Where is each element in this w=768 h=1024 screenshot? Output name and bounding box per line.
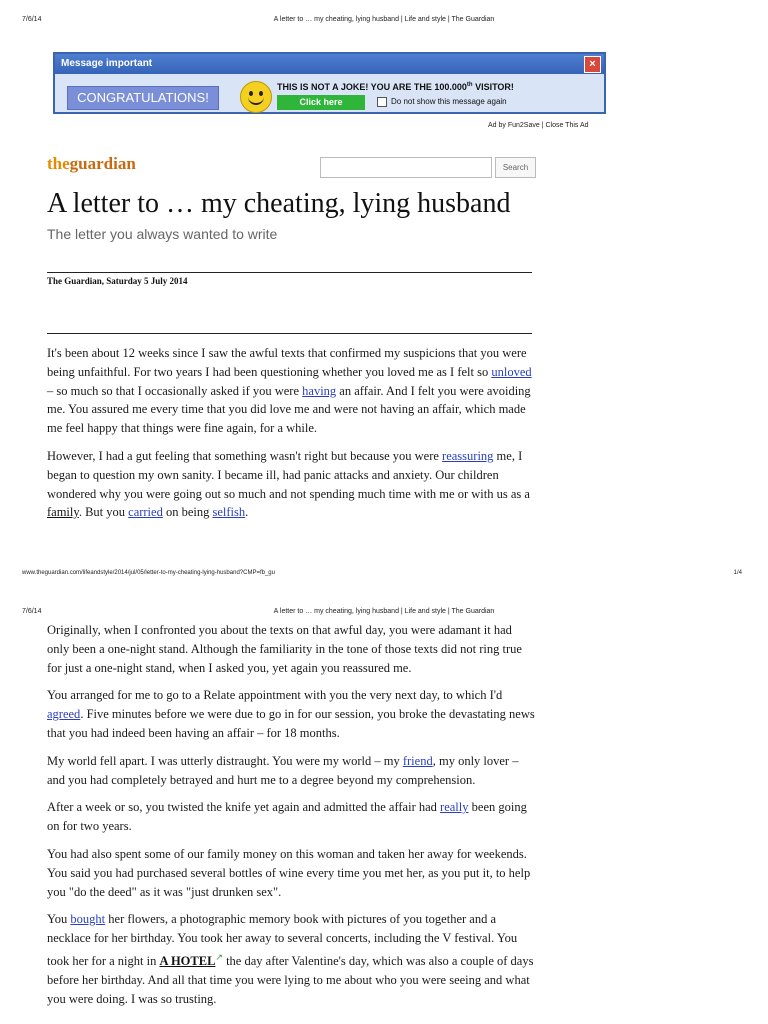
- link-having[interactable]: having: [302, 383, 337, 398]
- paragraph: However, I had a gut feeling that something wasn't right but because you were reassuring me, I began to question my own sanity. I became ill, had panic attacks and anxiety. Our children wondered why you were going out so much and not spending much time with me or with us as a family. But you carried on being selfish.: [47, 448, 530, 520]
- article-standfirst: The letter you always wanted to write: [47, 226, 278, 242]
- click-here-button[interactable]: Click here: [277, 95, 365, 110]
- paragraph: It's been about 12 weeks since I saw the awful texts that confirmed my suspicions that you were being unfaithful. For two years I had been questioning whether you loved me as I felt so unloved – so much so that I occasionally asked if you were having an affair. And I felt you were avoiding me. You assured me every time that you did love me and were not having an affair, which made me feel happy that things were fine again, for a while.: [47, 346, 532, 436]
- search-button[interactable]: Search: [495, 157, 536, 178]
- ad-headline: THIS IS NOT A JOKE! YOU ARE THE 100.000th VISITOR!: [277, 82, 514, 92]
- ad-by-link[interactable]: Ad by Fun2Save | Close This Ad: [488, 122, 589, 129]
- article-headline: A letter to … my cheating, lying husband: [47, 188, 511, 219]
- link-bought[interactable]: bought: [70, 912, 106, 927]
- paragraph: You arranged for me to go to a Relate appointment with you the very next day, to which I'd agreed. Five minutes before we were due to go in for our session, you broke the devastating news that you had indeed been having an affair – for 18 months.: [47, 688, 535, 740]
- external-link-icon: ↗: [215, 951, 223, 962]
- paragraph: My world fell apart. I was utterly distraught. You were my world – my friend, my only lover – and you had completely betrayed and hurt me to a degree beyond my comprehension.: [47, 753, 519, 787]
- ad-titlebar: [55, 54, 604, 74]
- close-icon[interactable]: ×: [584, 56, 601, 73]
- page-number: 1/4: [733, 570, 742, 576]
- link-selfish[interactable]: selfish: [212, 505, 246, 520]
- guardian-logo[interactable]: theguardian: [47, 154, 136, 173]
- search-input[interactable]: [320, 157, 492, 178]
- link-family[interactable]: family: [47, 505, 79, 520]
- print-title: A letter to … my cheating, lying husband | Life and style | The Guardian: [273, 16, 495, 23]
- print-date: 7/6/14: [22, 608, 42, 615]
- congrats-banner: CONGRATULATIONS!: [67, 86, 219, 110]
- article-byline: The Guardian, Saturday 5 July 2014: [47, 276, 188, 286]
- print-date: 7/6/14: [22, 16, 42, 23]
- link-a-hotel[interactable]: A HOTEL: [159, 954, 216, 969]
- paragraph: Originally, when I confronted you about the texts on that awful day, you were adamant it had only been a one-night stand. Although the familiarity in the tone of those texts did not ring true for just a one-night stand, when I asked you, yet again you reassured me.: [47, 623, 522, 675]
- dont-show-label: Do not show this message again: [391, 97, 507, 106]
- link-agreed[interactable]: agreed: [47, 707, 81, 722]
- divider: [47, 272, 532, 273]
- link-unloved[interactable]: unloved: [491, 364, 532, 379]
- dont-show-checkbox[interactable]: [377, 97, 387, 107]
- smiley-icon: [240, 81, 272, 113]
- link-friend[interactable]: friend: [402, 753, 433, 768]
- paragraph: After a week or so, you twisted the knife yet again and admitted the affair had really been going on for two years.: [47, 800, 527, 834]
- print-title: A letter to … my cheating, lying husband | Life and style | The Guardian: [273, 608, 495, 615]
- divider: [47, 333, 532, 334]
- link-reassuring[interactable]: reassuring: [442, 448, 494, 463]
- link-really[interactable]: really: [440, 800, 469, 815]
- ad-title: Message important: [61, 58, 153, 69]
- print-url: www.theguardian.com/lifeandstyle/2014/jul/05/letter-to-my-cheating-lying-husband?CMP=fb_gu: [22, 570, 275, 576]
- article-body: [47, 621, 535, 1018]
- paragraph: You had also spent some of our family money on this woman and taken her away for weekends. You said you had purchased several bottles of wine every time you met her, as you put it, to help you "do the deed" as it was "just drunken sex".: [47, 846, 531, 899]
- popup-ad: [53, 52, 606, 114]
- paragraph: You bought her flowers, a photographic memory book with pictures of you together and a necklace for her birthday. You took her away to several concerts, including the V festival. You took her for a night in A HOTEL↗ the day after Valentine's day, which was also a couple of days before her birthday. And all that time you were lying to me about who you were seeing and what you were doing. I was so trusting.: [47, 912, 534, 1006]
- link-carried[interactable]: carried: [128, 505, 163, 520]
- article-body: [47, 344, 535, 531]
